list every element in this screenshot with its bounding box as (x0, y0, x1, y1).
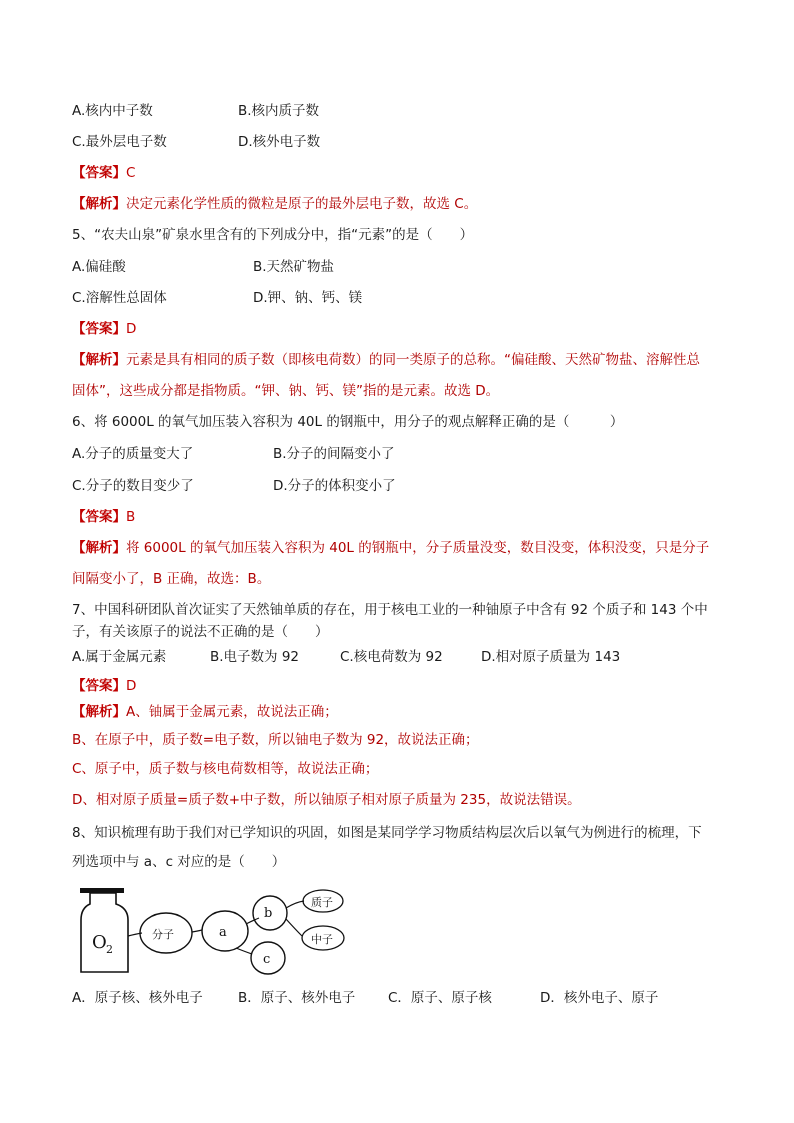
q6-analysis-line-1 (72, 539, 709, 557)
q7-stem-line-2: 子，有关该原子的说法不正确的是（ ） (72, 624, 329, 640)
answer-value: D (126, 321, 137, 337)
q7-stem-line-1: 7、中国科研团队首次证实了天然铀单质的存在，用于核电工业的一种铀原子中含有 92 个质子和 143 个中 (72, 602, 708, 618)
q8-stem-line-2: 列选项中与 a、c 对应的是（ ） (72, 854, 286, 870)
q4-option-d: D.核外电子数 (238, 134, 321, 150)
q7-analysis-line-3: C、原子中，质子数与核电荷数相等，故说法正确； (72, 761, 379, 777)
q6-analysis-line-2: 间隔变小了，B 正确，故选：B。 (72, 571, 271, 587)
answer-tag: 【答案】 (72, 509, 126, 525)
q4-answer (72, 164, 135, 182)
q6-option-a: A.分子的质量变大了 (72, 446, 194, 462)
q7-answer (72, 677, 136, 695)
connector-b-neutron (286, 919, 302, 936)
q8-option-a: A．原子核、核外电子 (72, 990, 203, 1006)
analysis-text: 将 6000L 的氧气加压装入容积为 40L 的钢瓶中，分子质量没变，数目没变，体积没变，只是分子 (126, 540, 710, 556)
answer-value: B (126, 509, 136, 525)
q5-answer (72, 320, 136, 338)
oxygen-bottle (80, 888, 128, 972)
connector-b-proton (286, 901, 304, 908)
q8-option-d: D．核外电子、原子 (540, 990, 659, 1006)
analysis-tag: 【解析】 (72, 196, 126, 212)
q8-stem-line-1: 8、知识梳理有助于我们对已学知识的巩固，如图是某同学学习物质结构层次后以氧气为例进行的梳理，下 (72, 825, 702, 841)
q5-option-d: D.钾、钠、钙、镁 (253, 290, 363, 306)
q7-option-d: D.相对原子质量为 143 (481, 649, 621, 665)
neutron-label: 中子 (311, 933, 333, 946)
analysis-tag: 【解析】 (72, 540, 126, 556)
q4-option-c: C.最外层电子数 (72, 134, 167, 150)
analysis-tag: 【解析】 (72, 352, 126, 368)
bottle-label: O (92, 932, 107, 953)
q7-option-a: A.属于金属元素 (72, 649, 167, 665)
q6-option-b: B.分子的间隔变小了 (273, 446, 395, 462)
answer-tag: 【答案】 (72, 165, 126, 181)
connector-a-c (236, 948, 252, 954)
analysis-text: 元素是具有相同的质子数（即核电荷数）的同一类原子的总称。“偏硅酸、天然矿物盐、溶解性总 (126, 352, 700, 368)
c-label: c (263, 952, 271, 967)
q5-option-b: B.天然矿物盐 (253, 259, 335, 275)
q5-analysis-line-1 (72, 351, 700, 369)
q4-option-a: A.核内中子数 (72, 103, 153, 119)
proton-label: 质子 (311, 896, 333, 909)
analysis-tag: 【解析】 (72, 704, 126, 720)
q5-option-a: A.偏硅酸 (72, 259, 126, 275)
analysis-text: A、铀属于金属元素，故说法正确； (126, 704, 338, 720)
connector-molecule-a (192, 930, 202, 932)
a-label: a (219, 925, 227, 940)
q8-option-b: B．原子、核外电子 (238, 990, 356, 1006)
answer-value: C (126, 165, 136, 181)
answer-value: D (126, 678, 137, 694)
q7-option-b: B.电子数为 92 (210, 649, 300, 665)
q5-analysis-line-2: 固体”，这些成分都是指物质。“钾、钠、钙、镁”指的是元素。故选 D。 (72, 383, 500, 399)
b-label: b (264, 906, 273, 921)
q7-analysis-line-2: B、在原子中，质子数=电子数，所以铀电子数为 92，故说法正确； (72, 732, 479, 748)
structure-diagram (76, 886, 366, 978)
answer-tag: 【答案】 (72, 678, 126, 694)
q6-option-d: D.分子的体积变小了 (273, 478, 396, 494)
analysis-text: 决定元素化学性质的微粒是原子的最外层电子数，故选 C。 (126, 196, 478, 212)
q4-option-b: B.核内质子数 (238, 103, 320, 119)
q7-option-c: C.核电荷数为 92 (340, 649, 443, 665)
q6-stem: 6、将 6000L 的氧气加压装入容积为 40L 的钢瓶中，用分子的观点解释正确的是（ ） (72, 414, 624, 430)
q6-option-c: C.分子的数目变少了 (72, 478, 194, 494)
q7-analysis-line-4: D、相对原子质量=质子数+中子数，所以铀原子相对原子质量为 235，故说法错误。 (72, 792, 581, 808)
molecule-label: 分子 (152, 928, 174, 941)
q5-option-c: C.溶解性总固体 (72, 290, 167, 306)
q5-stem: 5、“农夫山泉”矿泉水里含有的下列成分中，指“元素”的是（ ） (72, 227, 474, 243)
q6-answer (72, 508, 135, 526)
q7-analysis-line-1 (72, 703, 338, 721)
q4-analysis (72, 195, 477, 213)
bottle-label-sub: 2 (106, 943, 113, 956)
q8-option-c: C．原子、原子核 (388, 990, 492, 1006)
answer-tag: 【答案】 (72, 321, 126, 337)
